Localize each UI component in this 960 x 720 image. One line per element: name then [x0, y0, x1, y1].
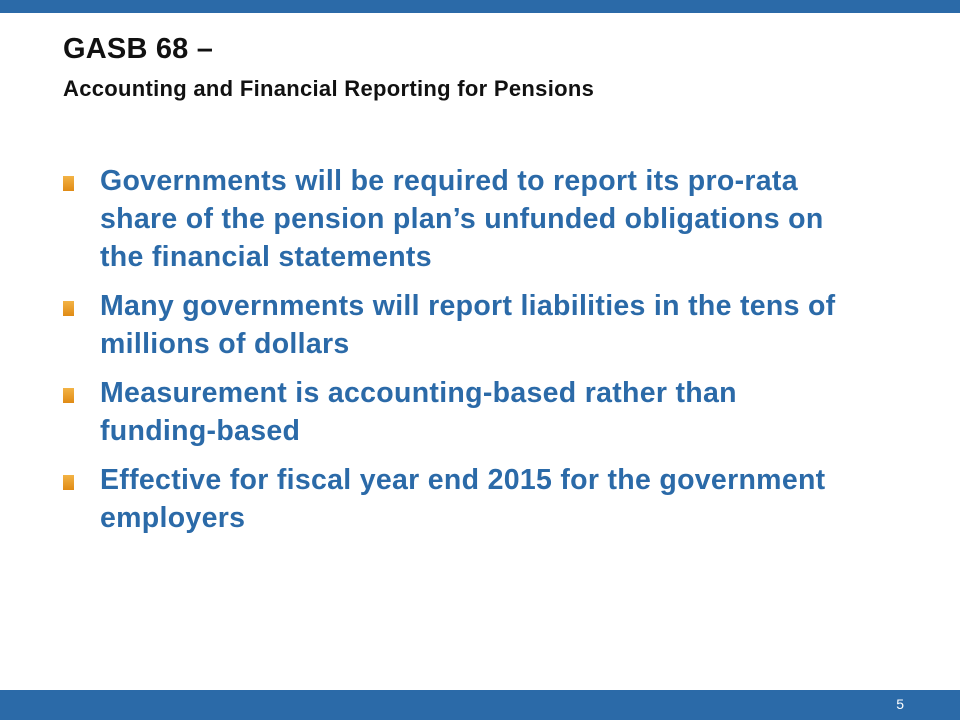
slide-title	[63, 31, 923, 103]
bullet-item	[0, 287, 840, 363]
bottom-accent-bar	[0, 690, 960, 720]
top-accent-bar	[0, 0, 960, 13]
bullet-item	[0, 374, 840, 450]
bullet-item	[0, 461, 840, 537]
bullet-text: Measurement is accounting-based rather than funding-based	[100, 377, 737, 447]
bullet-square-icon	[63, 301, 74, 316]
bullet-text: Effective for fiscal year end 2015 for the government employers	[100, 464, 826, 534]
bullet-square-icon	[63, 475, 74, 490]
slide-title-main: GASB 68 –	[63, 33, 214, 65]
bullet-item	[0, 162, 840, 276]
page-number: 5	[896, 696, 904, 712]
bullet-square-icon	[63, 176, 74, 191]
bullet-list	[0, 162, 960, 548]
bullet-text: Many governments will report liabilities in the tens of millions of dollars	[100, 290, 836, 360]
slide-subtitle: Accounting and Financial Reporting for Pensions	[63, 76, 595, 101]
bullet-text: Governments will be required to report its pro-rata share of the pension plan’s unfunded obligations on the financial statements	[100, 165, 824, 273]
bullet-square-icon	[63, 388, 74, 403]
